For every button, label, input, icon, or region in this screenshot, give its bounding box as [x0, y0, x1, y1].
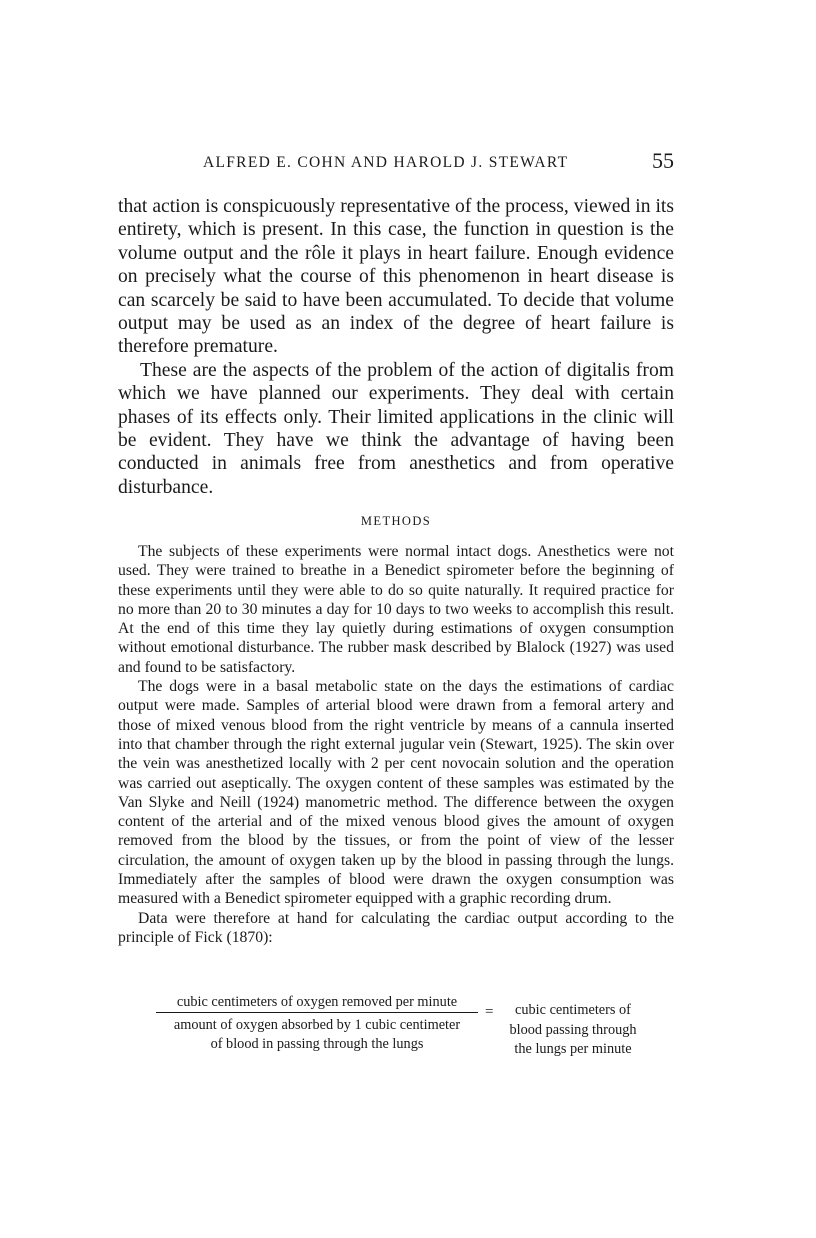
formula-numerator: cubic centimeters of oxygen removed per minute: [176, 994, 458, 1010]
fraction-bar: [156, 1012, 478, 1013]
intro-section: [118, 195, 674, 499]
intro-paragraph: These are the aspects of the problem of the action of digitalis from which we have planned our experiments. They deal with certain phases of its effects only. Their limited applications in the clinic will be evident. They have we think the advantage of having been conducted in animals free from anesthetics and from operative disturbance.: [118, 359, 674, 498]
running-title: ALFRED E. COHN AND HAROLD J. STEWART: [203, 154, 569, 171]
intro-paragraph: that action is conspicuously representative of the process, viewed in its entirety, which is present. In this case, the function in question is the volume output and the rôle it plays in heart failure. Enough evidence on precisely what the course of this phenomenon in heart disease is can scarcely be said to have been accumulated. To decide that volume output may be used as an index of the degree of heart failure is therefore premature.: [118, 196, 674, 358]
methods-section: [118, 542, 674, 947]
formula-result-line: the lungs per minute: [514, 1041, 632, 1057]
page-number: 55: [652, 148, 674, 173]
methods-paragraph: The subjects of these experiments were normal intact dogs. Anesthetics were not used. They were trained to breathe in a Benedict spirometer before the beginning of these experiments until they were able to do so quite naturally. It required practice for no more than 20 to 30 minutes a day for 10 days to two weeks to accomplish this result. At the end of this time they lay quietly during estimations of oxygen consumption without emotional disturbance. The rubber mask described by Blalock (1927) was used and found to be satisfactory.: [118, 543, 674, 676]
running-head: [118, 148, 674, 178]
fick-formula: [156, 993, 642, 1063]
section-heading: METHODS: [360, 514, 432, 528]
methods-paragraph: The dogs were in a basal metabolic state on the days the estimations of cardiac output were made. Samples of arterial blood were drawn from a femoral artery and those of mixed venous blood from the right ventricle by means of a cannula inserted into that chamber through the right external jugular vein (Stewart, 1925). The skin over the vein was anesthetized locally with 2 per cent novocain solution and the operation was carried out aseptically. The oxygen content of these samples was estimated by the Van Slyke and Neill (1924) manometric method. The difference between the oxygen content of the arterial and of the mixed venous blood gives the amount of oxygen removed from the blood by the tissues, or from the point of view of the lesser circulation, the amount of oxygen taken up by the blood in passing through the lungs. Immediately after the samples of blood were drawn the oxygen consumption was measured with a Benedict spirometer equipped with a graphic recording drum.: [118, 678, 674, 908]
formula-denominator-line: amount of oxygen absorbed by 1 cubic centimeter: [173, 1017, 461, 1033]
formula-fraction: [156, 993, 478, 1054]
formula-denominator-line: of blood in passing through the lungs: [210, 1036, 424, 1052]
formula-result-line: blood passing through: [509, 1021, 637, 1038]
formula-result: [502, 1001, 644, 1060]
equals-sign: =: [485, 1004, 494, 1020]
formula-result-line: cubic centimeters of: [515, 1002, 631, 1018]
methods-paragraph: Data were therefore at hand for calculating the cardiac output according to the principle of Fick (1870):: [118, 909, 674, 946]
